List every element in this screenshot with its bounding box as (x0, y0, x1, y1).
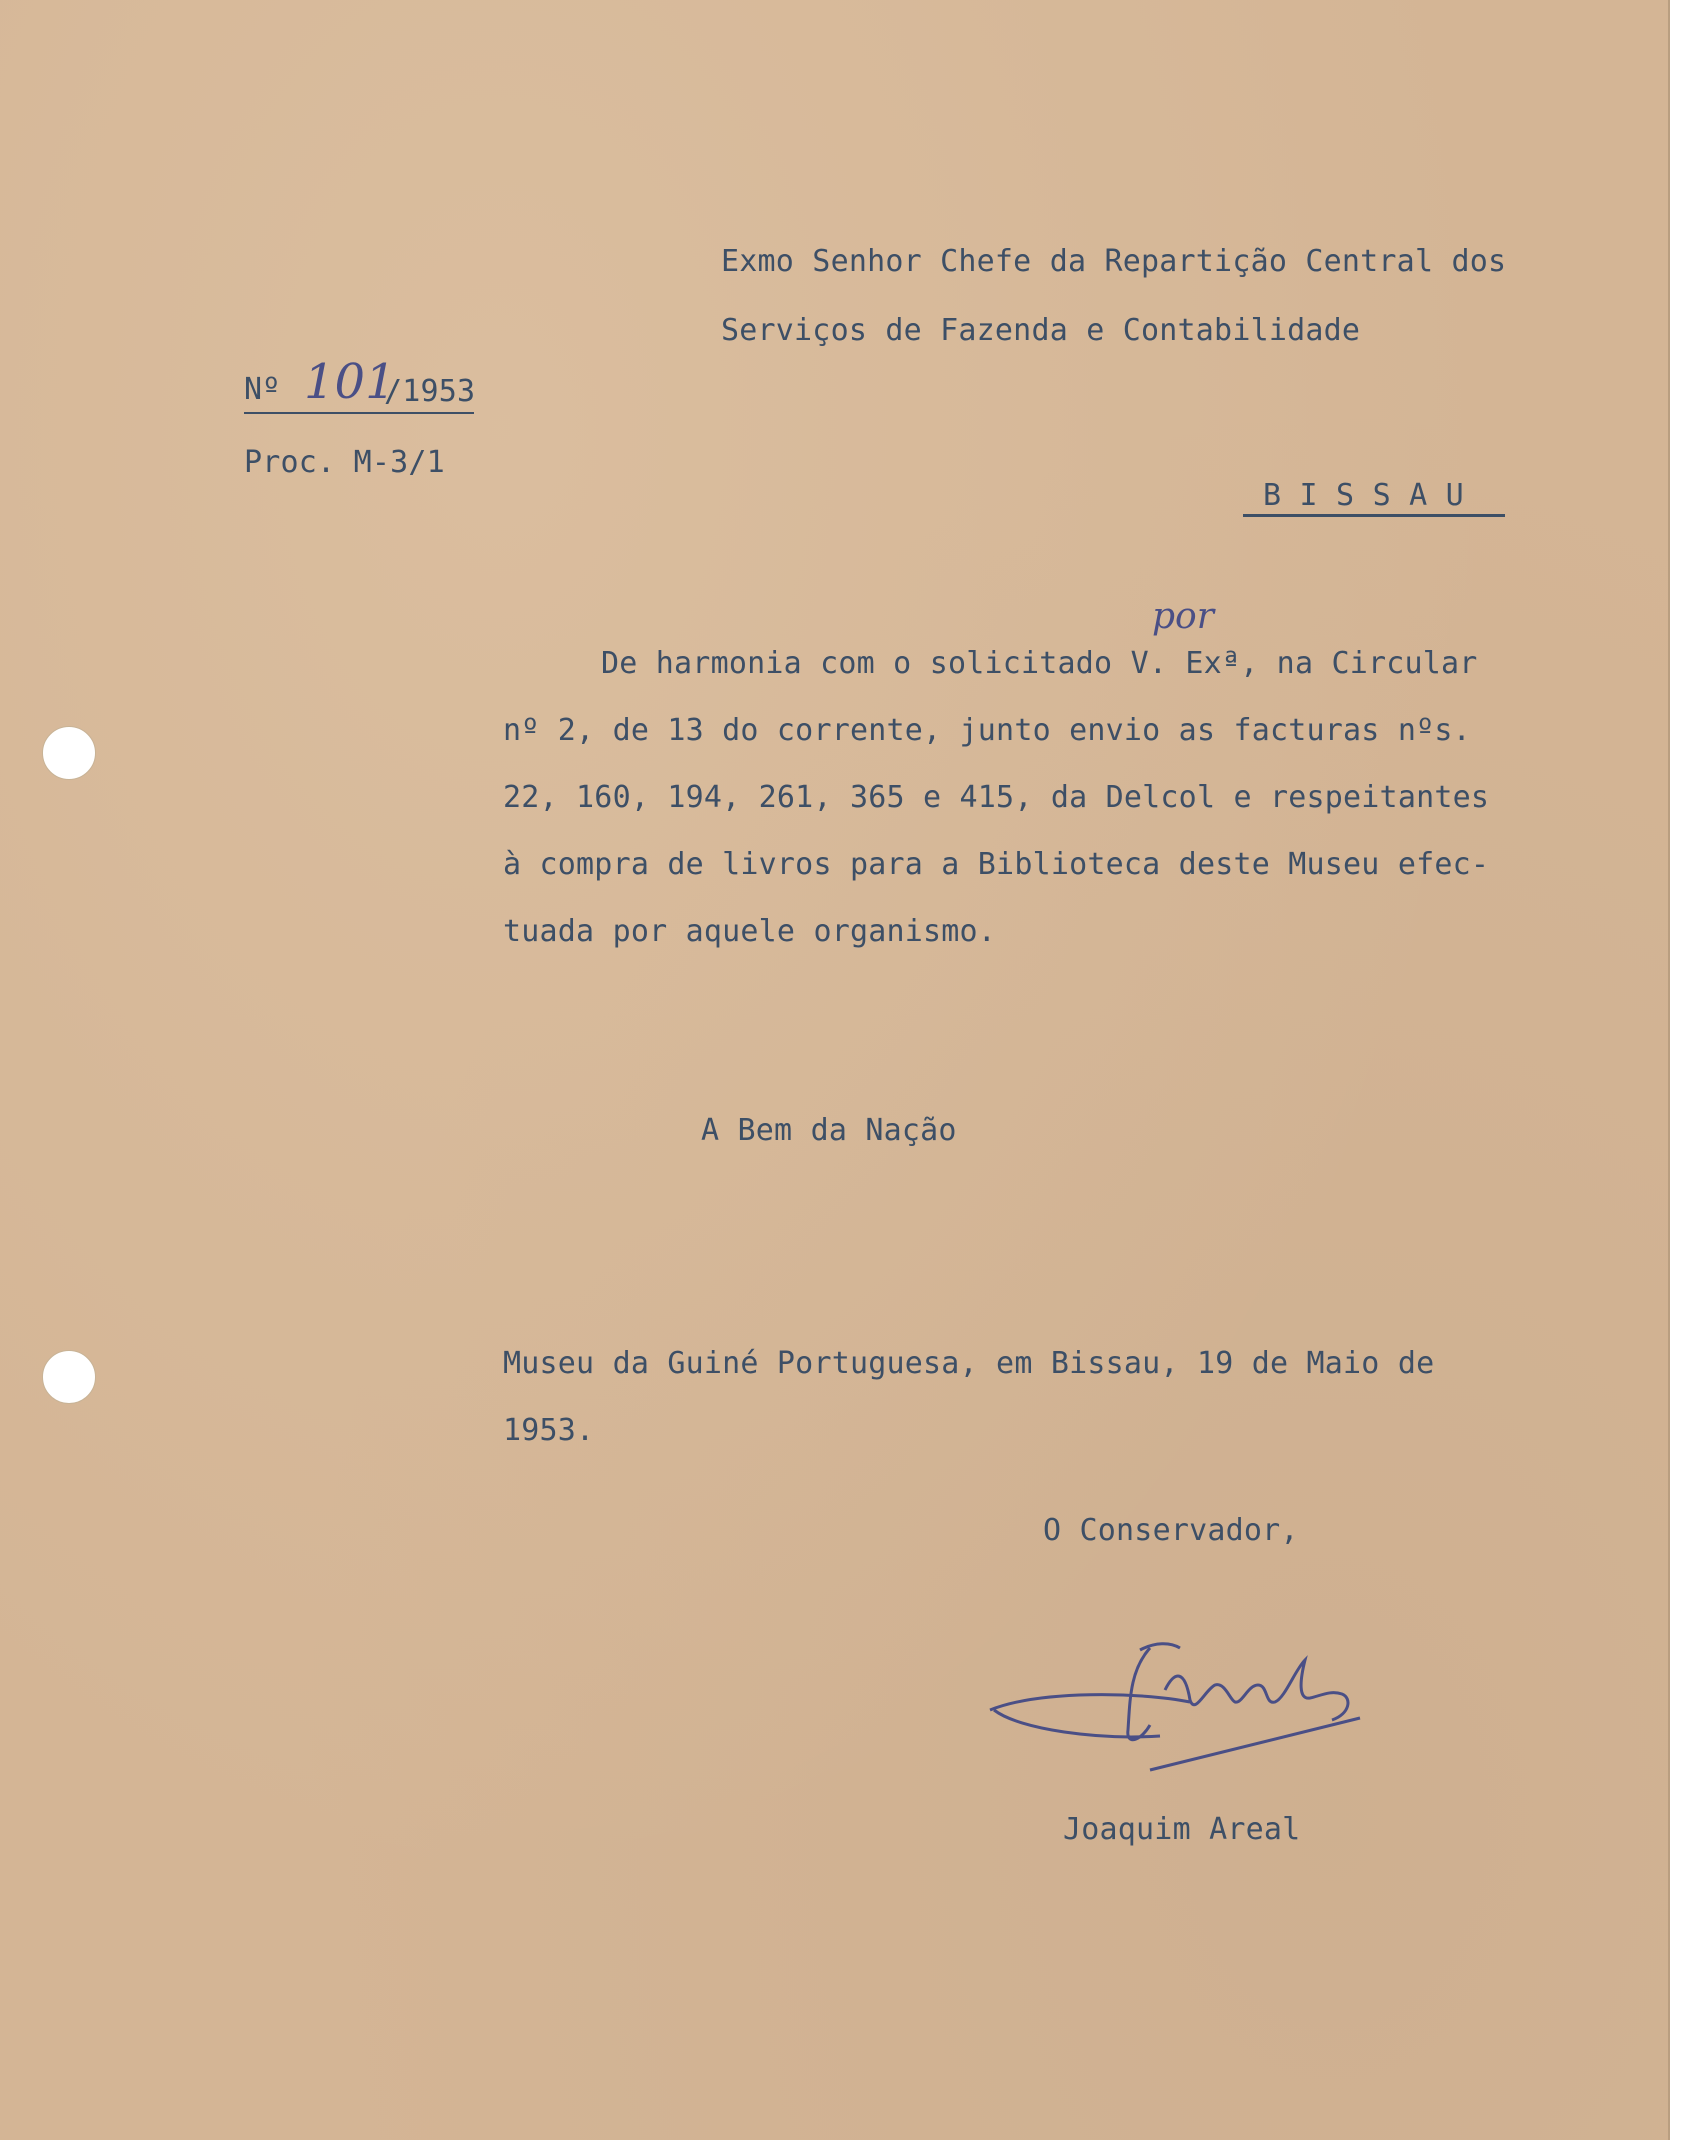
reference-number-year: /1953 (384, 374, 476, 409)
signatory-name: Joaquim Areal (1063, 1812, 1301, 1847)
place-date-line-1: Museu da Guiné Portuguesa, em Bissau, 19 de Maio de (503, 1346, 1435, 1381)
body-line-3: 22, 160, 194, 261, 365 e 415, da Delcol e respeitantes (503, 780, 1490, 815)
destination-city: B I S S A U (1263, 478, 1464, 513)
reference-number-handwritten: 101 (304, 354, 396, 410)
body-line-4: à compra de livros para a Biblioteca deste Museu efec- (503, 847, 1490, 882)
process-reference: Proc. M-3/1 (244, 445, 445, 480)
punch-hole-top (42, 726, 96, 780)
body-line-5: tuada por aquele organismo. (503, 914, 997, 949)
closing-formula: A Bem da Nação (701, 1113, 957, 1148)
body-line-2: nº 2, de 13 do corrente, junto envio as facturas nºs. (503, 713, 1471, 748)
addressee-line-1: Exmo Senhor Chefe da Repartição Central dos (721, 244, 1507, 279)
handwritten-signature (980, 1630, 1400, 1800)
reference-number (244, 354, 476, 414)
reference-number-prefix: Nº (244, 372, 281, 407)
signatory-title: O Conservador, (1043, 1513, 1299, 1548)
punch-hole-bottom (42, 1350, 96, 1404)
handwritten-insert: por (1152, 596, 1214, 637)
destination-underlined (1243, 478, 1505, 517)
body-line-1: De harmonia com o solicitado V. Exª, na Circular (601, 646, 1478, 681)
addressee-line-2: Serviços de Fazenda e Contabilidade (721, 313, 1361, 348)
place-date-line-2: 1953. (503, 1413, 595, 1448)
